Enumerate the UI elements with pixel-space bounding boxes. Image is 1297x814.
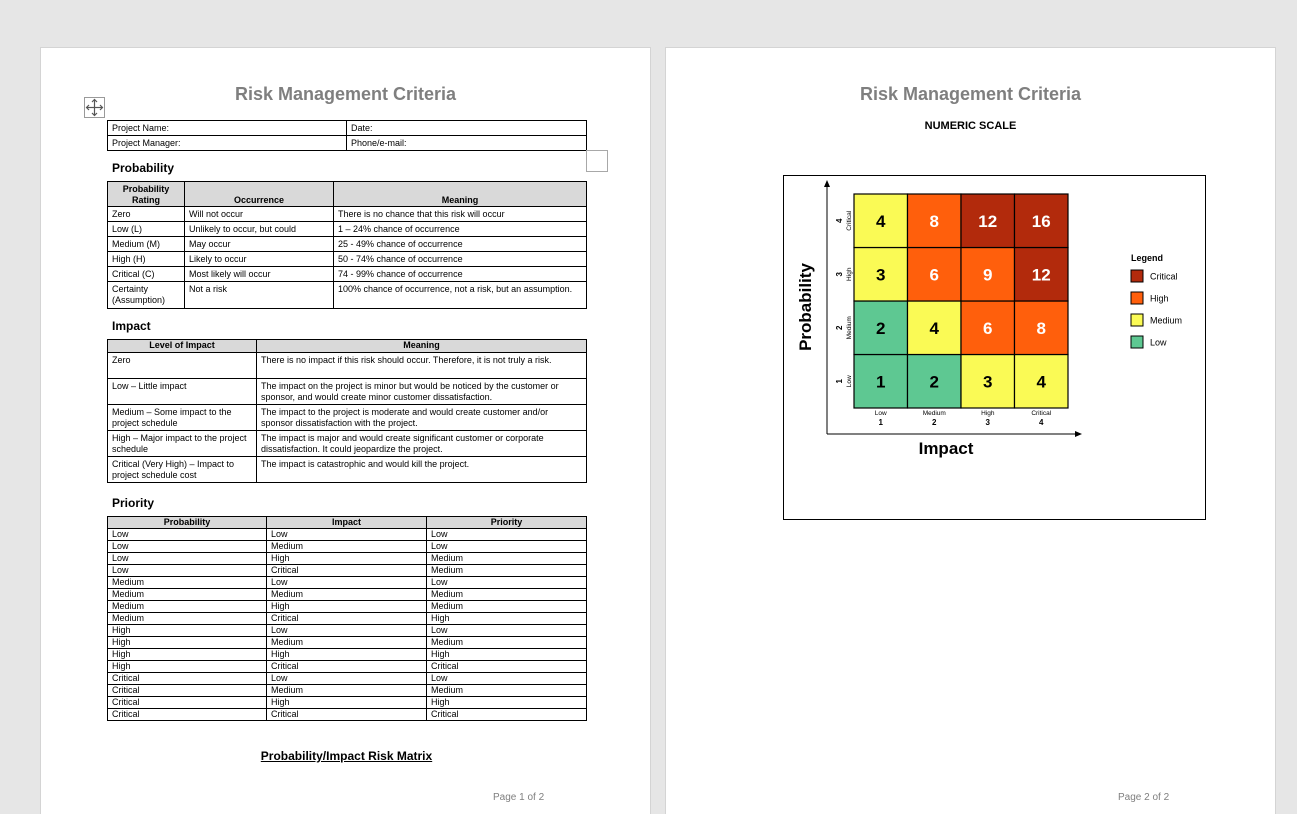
impact-table (107, 339, 587, 483)
table-cell: Medium (427, 565, 587, 577)
legend-swatch (1131, 314, 1143, 326)
table-cell: Critical (108, 685, 267, 697)
table-cell: Medium (M) (108, 237, 185, 252)
column-header: Probability Rating (108, 182, 185, 207)
table-header-row (108, 182, 587, 207)
x-tick-label: Medium (922, 410, 946, 417)
table-cell: High (108, 649, 267, 661)
x-tick-label: High (981, 410, 995, 417)
table-move-handle-icon[interactable] (84, 97, 105, 118)
table-cell: Critical (108, 673, 267, 685)
column-header: Level of Impact (108, 340, 257, 353)
matrix-cell-value: 3 (983, 372, 993, 392)
table-row (108, 709, 587, 721)
impact-heading: Impact (112, 319, 151, 333)
table-cell: Low (427, 673, 587, 685)
table-cell: High (427, 613, 587, 625)
table-cell: Low (108, 553, 267, 565)
risk-matrix-chart (783, 175, 1206, 520)
table-row (108, 379, 587, 405)
table-header-row (108, 340, 587, 353)
table-cell: Medium (427, 553, 587, 565)
table-row (108, 673, 587, 685)
x-tick-number: 1 (878, 418, 883, 427)
table-cell: Will not occur (185, 207, 334, 222)
matrix-cell-value: 2 (929, 372, 939, 392)
table-header-row (108, 517, 587, 529)
matrix-cell-value: 4 (929, 318, 939, 338)
y-tick-label: Medium (846, 316, 853, 340)
table-row (108, 431, 587, 457)
matrix-caption: Probability/Impact Risk Matrix (260, 749, 433, 763)
table-row (108, 649, 587, 661)
table-row (108, 661, 587, 673)
table-row (108, 282, 587, 309)
table-cell: Critical (267, 565, 427, 577)
table-row (108, 565, 587, 577)
table-cell: Zero (108, 207, 185, 222)
table-row (108, 625, 587, 637)
column-header: Impact (267, 517, 427, 529)
column-header: Occurrence (185, 182, 334, 207)
table-cell: Medium (108, 613, 267, 625)
table-cell: The impact is major and would create significant customer or corporate dissatisfaction. It could jeopardize the project. (257, 431, 587, 457)
numeric-scale-label: NUMERIC SCALE (924, 120, 1017, 132)
table-row (108, 553, 587, 565)
page-number: Page 2 of 2 (1118, 792, 1170, 803)
probability-table (107, 181, 587, 309)
table-cell: Critical (267, 661, 427, 673)
table-cell: Low (427, 577, 587, 589)
priority-heading: Priority (112, 496, 155, 510)
table-row (108, 613, 587, 625)
table-row (108, 601, 587, 613)
table-cell: Low (427, 529, 587, 541)
table-cell: High (267, 601, 427, 613)
page-2 (665, 47, 1276, 814)
table-cell: Critical (427, 709, 587, 721)
legend-label: Low (1150, 337, 1167, 348)
y-tick-label: Critical (846, 210, 853, 231)
y-tick-number: 2 (835, 325, 844, 330)
table-cell: Critical (267, 613, 427, 625)
table-cell: High – Major impact to the project schedule (108, 431, 257, 457)
table-cell: May occur (185, 237, 334, 252)
table-cell: Critical (108, 709, 267, 721)
priority-table (107, 516, 587, 721)
table-cell: 25 - 49% chance of occurrence (334, 237, 587, 252)
matrix-cell-value: 3 (876, 265, 886, 285)
table-cell: The impact is catastrophic and would kill the project. (257, 457, 587, 483)
y-tick-label: High (846, 267, 853, 281)
table-row (108, 353, 587, 379)
table-cell: The impact on the project is minor but would be noticed by the customer or sponsor, and would create minor customer dissatisfaction. (257, 379, 587, 405)
table-cell: Low (108, 541, 267, 553)
table-cell: Low (267, 625, 427, 637)
table-cell: There is no chance that this risk will occur (334, 207, 587, 222)
document-title: Risk Management Criteria (234, 84, 457, 104)
table-row (108, 237, 587, 252)
table-cell: Low (267, 673, 427, 685)
table-cell: Likely to occur (185, 252, 334, 267)
matrix-cell-value: 12 (1031, 265, 1051, 285)
table-cell: Low (267, 577, 427, 589)
table-row (108, 222, 587, 237)
table-cell: Medium (108, 601, 267, 613)
project-manager-field[interactable]: Project Manager: (108, 136, 347, 151)
x-axis-arrow (1075, 431, 1082, 437)
table-cell: Critical (267, 709, 427, 721)
table-cell: Low (108, 565, 267, 577)
table-cell: Low (267, 529, 427, 541)
table-cell: Critical (427, 661, 587, 673)
table-cell: High (267, 649, 427, 661)
table-cell: Low (108, 529, 267, 541)
x-axis-title: Impact (918, 439, 974, 458)
y-tick-number: 3 (835, 272, 844, 277)
table-cell: Medium (267, 541, 427, 553)
table-cell: High (H) (108, 252, 185, 267)
text-box-marker[interactable] (586, 150, 608, 172)
table-cell: Medium (427, 589, 587, 601)
project-info-table (107, 120, 587, 151)
table-cell: Low (427, 625, 587, 637)
matrix-cell-value: 8 (1036, 318, 1046, 338)
column-header: Meaning (257, 340, 587, 353)
page-number: Page 1 of 2 (493, 792, 545, 803)
table-cell: High (267, 697, 427, 709)
table-row (108, 252, 587, 267)
table-row (108, 541, 587, 553)
matrix-cell-value: 1 (876, 372, 886, 392)
table-cell: Medium (427, 685, 587, 697)
column-header: Probability (108, 517, 267, 529)
matrix-cell-value: 2 (876, 318, 886, 338)
table-row (108, 589, 587, 601)
matrix-cell-value: 4 (876, 211, 886, 231)
table-row (108, 405, 587, 431)
document-title: Risk Management Criteria (859, 84, 1082, 104)
table-row (108, 457, 587, 483)
table-cell: Low (427, 541, 587, 553)
legend-label: Medium (1150, 315, 1183, 326)
table-cell: Medium (267, 637, 427, 649)
risk-matrix-svg (784, 176, 1205, 519)
table-row (108, 697, 587, 709)
date-field[interactable]: Date: (347, 121, 587, 136)
table-cell: 100% chance of occurrence, not a risk, but an assumption. (334, 282, 587, 309)
column-header: Priority (427, 517, 587, 529)
table-row (108, 577, 587, 589)
x-tick-number: 2 (932, 418, 937, 427)
table-cell: Certainty (Assumption) (108, 282, 185, 309)
table-cell: The impact to the project is moderate and would create customer and/or sponsor dissatisfaction with the project. (257, 405, 587, 431)
table-cell: Unlikely to occur, but could (185, 222, 334, 237)
table-cell: Critical (C) (108, 267, 185, 282)
legend-label: Critical (1150, 271, 1178, 282)
table-cell: High (108, 625, 267, 637)
table-cell: 50 - 74% chance of occurrence (334, 252, 587, 267)
table-cell: Medium (108, 577, 267, 589)
legend-title: Legend (1131, 253, 1164, 263)
x-tick-label: Critical (1031, 410, 1052, 417)
table-cell: Medium (108, 589, 267, 601)
table-cell: 74 - 99% chance of occurrence (334, 267, 587, 282)
table-cell: Zero (108, 353, 257, 379)
x-tick-number: 3 (985, 418, 990, 427)
matrix-cell-value: 8 (929, 211, 939, 231)
table-cell: Low (L) (108, 222, 185, 237)
column-header: Meaning (334, 182, 587, 207)
legend-label: High (1150, 293, 1169, 304)
probability-heading: Probability (112, 161, 175, 175)
table-cell: There is no impact if this risk should occur. Therefore, it is not truly a risk. (257, 353, 587, 379)
y-axis-arrow (824, 180, 830, 187)
legend-swatch (1131, 336, 1143, 348)
table-cell: Not a risk (185, 282, 334, 309)
table-cell: Critical (Very High) – Impact to project schedule cost (108, 457, 257, 483)
table-cell: High (108, 637, 267, 649)
table-cell: Critical (108, 697, 267, 709)
table-cell: High (427, 649, 587, 661)
matrix-cell-value: 9 (983, 265, 993, 285)
table-cell: High (108, 661, 267, 673)
y-tick-number: 4 (835, 218, 844, 223)
y-axis-title: Probability (796, 263, 815, 351)
table-row (108, 637, 587, 649)
table-row (108, 529, 587, 541)
x-tick-label: Low (874, 410, 887, 417)
table-cell: Medium (427, 637, 587, 649)
table-cell: Medium (267, 685, 427, 697)
matrix-cell-value: 4 (1036, 372, 1046, 392)
page-1 (40, 47, 651, 814)
x-tick-number: 4 (1039, 418, 1044, 427)
table-cell: High (427, 697, 587, 709)
project-name-field[interactable]: Project Name: (108, 121, 347, 136)
table-row (108, 267, 587, 282)
matrix-cell-value: 16 (1031, 211, 1051, 231)
legend-swatch (1131, 270, 1143, 282)
matrix-cell-value: 6 (983, 318, 993, 338)
table-cell: 1 – 24% chance of occurrence (334, 222, 587, 237)
legend-swatch (1131, 292, 1143, 304)
table-row (108, 207, 587, 222)
matrix-cell-value: 6 (929, 265, 939, 285)
table-cell: Medium – Some impact to the project schedule (108, 405, 257, 431)
table-cell: Medium (267, 589, 427, 601)
matrix-cell-value: 12 (978, 211, 998, 231)
table-row (108, 685, 587, 697)
y-tick-number: 1 (835, 379, 844, 384)
table-cell: High (267, 553, 427, 565)
y-tick-label: Low (846, 375, 853, 388)
phone-email-field[interactable]: Phone/e-mail: (347, 136, 587, 151)
table-cell: Most likely will occur (185, 267, 334, 282)
table-cell: Medium (427, 601, 587, 613)
table-cell: Low – Little impact (108, 379, 257, 405)
